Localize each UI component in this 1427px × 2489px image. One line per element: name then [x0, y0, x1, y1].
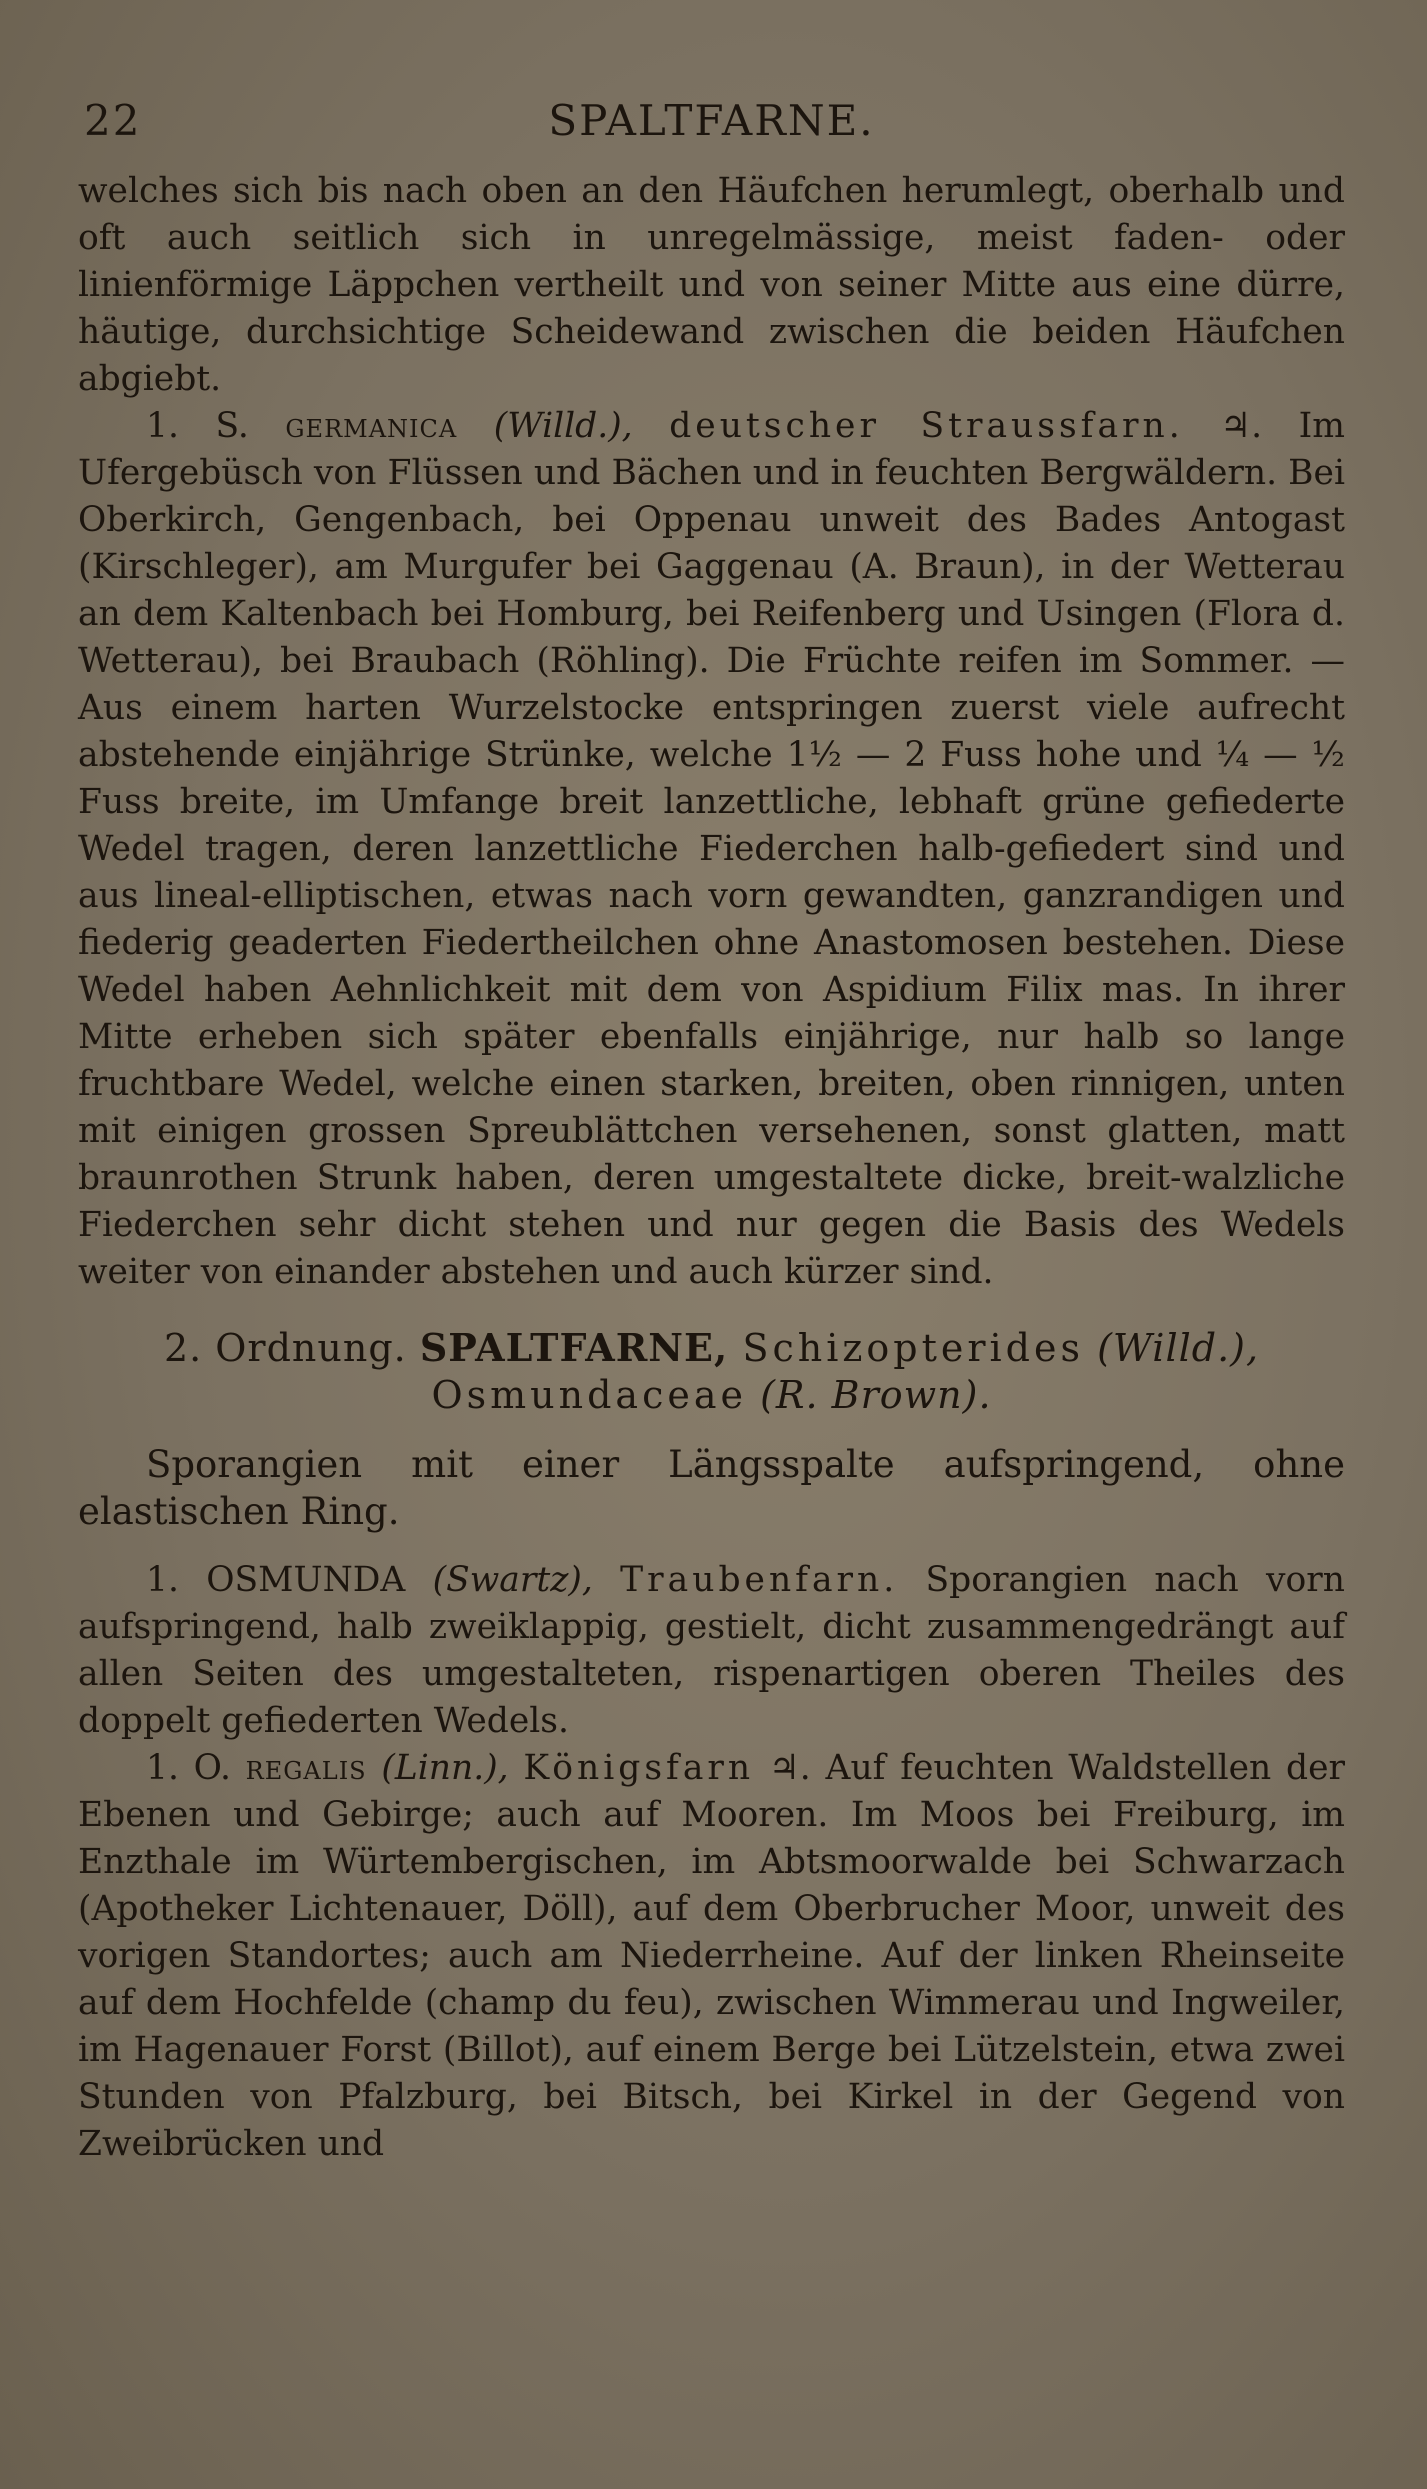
- genus-number: 1.: [146, 1560, 207, 1600]
- species-name: regalis: [245, 1748, 367, 1788]
- order-heading: [78, 1324, 1345, 1372]
- paragraph-genus-osmunda: [78, 1557, 1345, 1745]
- genus-name: OSMUNDA: [206, 1560, 406, 1600]
- family-authority: (R. Brown).: [746, 1373, 992, 1417]
- page-title: SPALTFARNE.: [548, 96, 875, 145]
- order-number: 2. Ordnung.: [163, 1326, 420, 1370]
- species-name: germanica: [285, 406, 458, 446]
- species-number: 1. S.: [146, 406, 286, 446]
- order-latin: Schizopterides: [742, 1326, 1084, 1370]
- genus-description: Sporangien nach vorn aufspringend, halb zweiklappig, gestielt, dicht zusammengedrängt auf allen Seiten des umgestalteten, rispenartigen oberen Theiles des doppelt gefiederten Wedels.: [78, 1560, 1345, 1741]
- paragraph-continued: welches sich bis nach oben an den Häufchen herumlegt, oberhalb und oft auch seitlich sich in unregelmässige, meist faden- oder linienförmige Läppchen vertheilt und von seiner Mitte aus eine dürre, häutige, durchsichtige Scheidewand zwischen die beiden Häufchen abgiebt.: [78, 171, 1345, 399]
- species-description: ♃. Auf feuchten Waldstellen der Ebenen und Gebirge; auch auf Mooren. Im Moos bei Freiburg, im Enzthale im Würtembergischen, im Abtsmoorwalde bei Schwarzach (Apotheker Lichtenauer, Döll), auf dem Oberbrucher Moor, unweit des vorigen Standortes; auch am Niederrheine. Auf der linken Rheinseite auf dem Hochfelde (champ du feu), zwischen Wimmerau und Ingweiler, im Hagenauer Forst (Billot), auf einem Berge bei Lützelstein, etwa zwei Stunden von Pfalzburg, bei Bitsch, bei Kirkel in der Gegend von Zweibrücken und: [78, 1748, 1345, 2164]
- family-name: Osmundaceae: [431, 1373, 747, 1417]
- genus-common-name: Traubenfarn.: [620, 1560, 899, 1600]
- common-name: Königsfarn: [523, 1748, 755, 1788]
- common-name: deutscher Straussfarn.: [669, 406, 1184, 446]
- order-description: Sporangien mit einer Längsspalte aufspringend, ohne elastischen Ring.: [78, 1443, 1345, 1533]
- running-head: [78, 96, 1345, 156]
- paragraph-species-regalis: [78, 1745, 1345, 2168]
- species-authority: (Linn.),: [366, 1748, 524, 1788]
- page-number: 22: [84, 96, 142, 145]
- body-text: [78, 168, 1345, 2168]
- species-number: 1. O.: [146, 1748, 246, 1788]
- paragraph-species-germanica: [78, 403, 1345, 1296]
- order-name: SPALTFARNE,: [419, 1325, 743, 1370]
- genus-authority: (Swartz),: [405, 1560, 621, 1600]
- order-heading-line-2: [78, 1372, 1345, 1419]
- species-authority: (Willd.),: [457, 406, 670, 446]
- order-authority: (Willd.),: [1084, 1326, 1260, 1370]
- species-description: ♃. Im Ufergebüsch von Flüssen und Bächen und in feuchten Bergwäldern. Bei Oberkirch, Gengenbach, bei Oppenau unweit des Bades Antogast (Kirschleger), am Murgufer bei Gaggenau (A. Braun), in der Wetterau an dem Kaltenbach bei Homburg, bei Reifenberg und Usingen (Flora d. Wetterau), bei Braubach (Röhling). Die Früchte reifen im Sommer. — Aus einem harten Wurzelstocke entspringen zuerst viele aufrecht abstehende einjährige Strünke, welche 1½ — 2 Fuss hohe und ¼ — ½ Fuss breite, im Umfange breit lanzettliche, lebhaft grüne gefiederte Wedel tragen, deren lanzettliche Fiederchen halb-gefiedert sind und aus lineal-elliptischen, etwas nach vorn gewandten, ganzrandigen und fiederig geaderten Fiedertheilchen ohne Anastomosen bestehen. Diese Wedel haben Aehnlichkeit mit dem von Aspidium Filix mas. In ihrer Mitte erheben sich später ebenfalls einjährige, nur halb so lange fruchtbare Wedel, welche einen starken, breiten, oben rinnigen, unten mit einigen grossen Spreublättchen versehenen, sonst glatten, matt braunrothen Strunk haben, deren umgestaltete dicke, breit-walzliche Fiederchen sehr dicht stehen und nur gegen die Basis des Wedels weiter von einander abstehen und auch kürzer sind.: [78, 406, 1346, 1292]
